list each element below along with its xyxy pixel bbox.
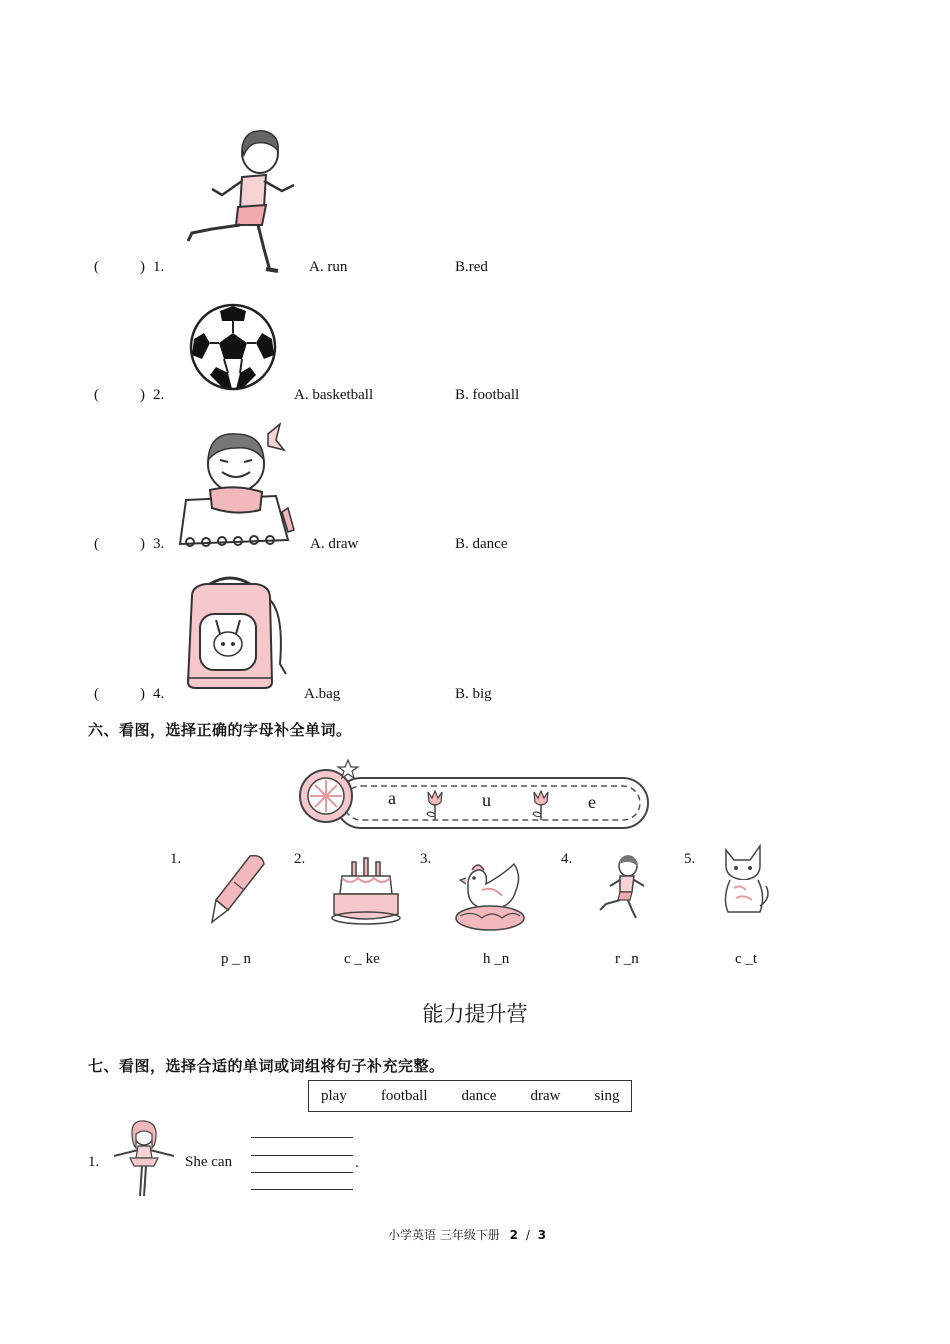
option-a[interactable]: A. run	[309, 259, 348, 275]
item-number: 2.	[294, 851, 306, 867]
answer-paren-open[interactable]: (	[94, 259, 99, 275]
dancing-girl-icon	[110, 1120, 178, 1200]
item-number: 1.	[170, 851, 182, 867]
option-b[interactable]: B. dance	[455, 536, 508, 552]
word-bank-item: draw	[530, 1087, 561, 1104]
question-number: 2.	[153, 387, 165, 403]
sentence-text: She can	[185, 1154, 233, 1170]
footer-separator: /	[525, 1228, 530, 1242]
drawing-child-icon	[176, 420, 302, 550]
option-a[interactable]: A. draw	[310, 536, 359, 552]
running-boy-icon	[182, 125, 304, 275]
banner-frame	[296, 756, 652, 832]
word-blank[interactable]: c _ ke	[344, 951, 380, 967]
word-blank[interactable]: p _ n	[221, 951, 251, 967]
answer-paren-open[interactable]: (	[94, 387, 99, 403]
word-blank[interactable]: r _n	[615, 951, 639, 967]
running-boy-icon	[596, 854, 650, 920]
letter-option: a	[388, 788, 396, 808]
pen-icon	[204, 852, 270, 926]
item-number: 3.	[420, 851, 432, 867]
word-bank-item: dance	[461, 1087, 497, 1104]
answer-line[interactable]	[251, 1172, 353, 1173]
option-b[interactable]: B. football	[455, 387, 520, 403]
word-blank[interactable]: c _t	[735, 951, 758, 967]
question-number: 4.	[153, 686, 165, 702]
question-number: 1.	[88, 1154, 100, 1170]
cat-icon	[716, 842, 772, 918]
answer-paren-open[interactable]: (	[94, 686, 99, 702]
answer-paren-open[interactable]: (	[94, 536, 99, 552]
word-bank-item: sing	[594, 1087, 620, 1104]
tulip-icon	[424, 788, 446, 822]
item-number: 5.	[684, 851, 696, 867]
option-b[interactable]: B. big	[455, 686, 492, 702]
option-a[interactable]: A. basketball	[294, 387, 374, 403]
letter-option: u	[482, 790, 491, 810]
answer-paren-close: )	[140, 686, 145, 702]
page-footer	[388, 1226, 546, 1243]
footer-total: 3	[537, 1228, 547, 1242]
page-heading: 能力提升营	[422, 1002, 528, 1026]
section-7-title: 七、看图，选择合适的单词或词组将句子补充完整。	[88, 1057, 445, 1075]
tulip-icon	[530, 788, 552, 822]
option-b[interactable]: B.red	[455, 259, 488, 275]
answer-paren-close: )	[140, 259, 145, 275]
word-bank-item: play	[321, 1087, 347, 1104]
hen-icon	[452, 856, 528, 936]
footer-subject: 小学英语 三年级下册	[388, 1228, 500, 1242]
answer-paren-close: )	[140, 536, 145, 552]
question-number: 1.	[153, 259, 165, 275]
answer-paren-close: )	[140, 387, 145, 403]
football-icon	[188, 303, 278, 391]
word-blank[interactable]: h _n	[483, 951, 510, 967]
word-bank-item: football	[380, 1087, 428, 1104]
question-number: 3.	[153, 536, 165, 552]
schoolbag-icon	[180, 574, 288, 692]
letter-option: e	[588, 792, 596, 812]
answer-line[interactable]	[251, 1155, 353, 1156]
answer-line[interactable]	[251, 1189, 353, 1190]
word-bank	[308, 1080, 632, 1112]
letter-banner	[296, 756, 652, 832]
answer-line[interactable]	[251, 1137, 353, 1138]
option-a[interactable]: A.bag	[304, 686, 341, 702]
section-6-title: 六、看图，选择正确的字母补全单词。	[88, 721, 352, 739]
cake-icon	[330, 856, 402, 928]
footer-page: 2	[509, 1228, 519, 1242]
item-number: 4.	[561, 851, 573, 867]
sentence-end: .	[355, 1155, 359, 1171]
